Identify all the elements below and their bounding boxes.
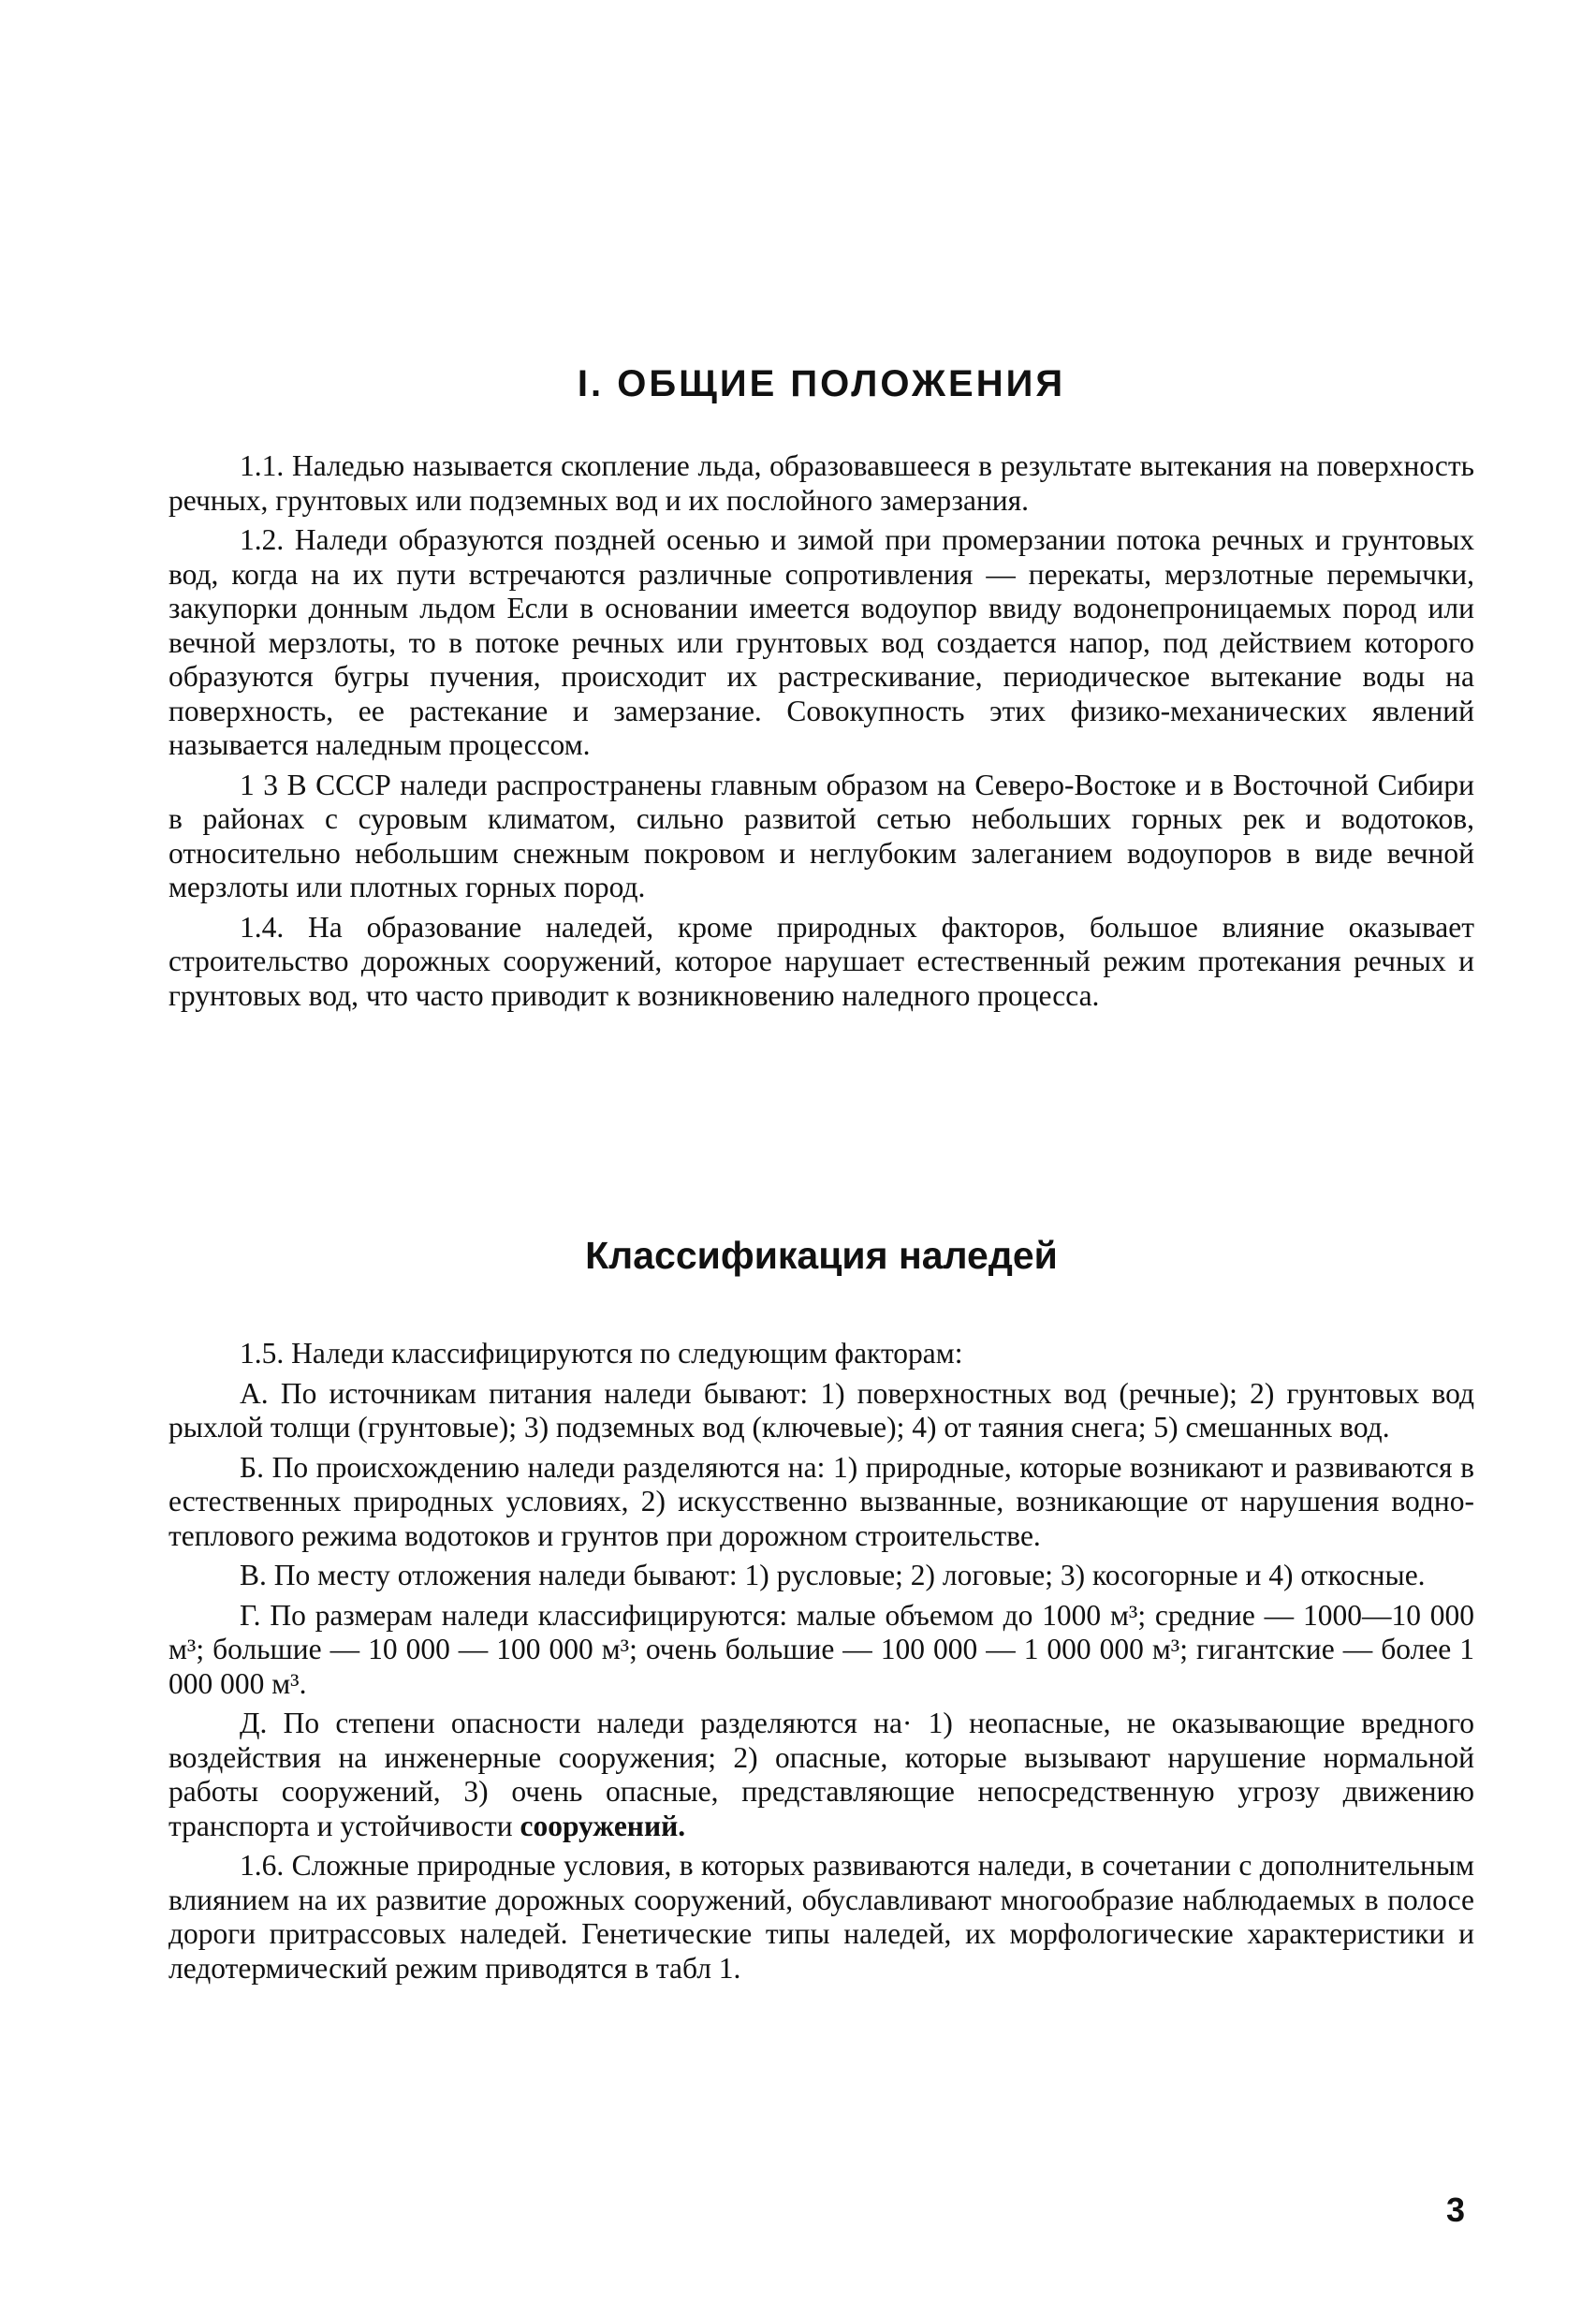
paragraph-b-origin: Б. По происхождению наледи разделяются на: 1) природные, которые возникают и развиваются в естественных природных условиях, 2) искусственно вызванные, возникающие от нарушения водно-теплового режима водотоков и грунтов при дорожном строительстве. (168, 1450, 1474, 1552)
section-title-classification: Классификация наледей (585, 1234, 1058, 1277)
paragraph-g-size: Г. По размерам наледи классифицируются: малые объемом до 1000 м³; средние — 1000—10 000 м³; большие — 10 000 — 100 000 м³; очень большие — 100 000 — 1 000 000 м³; гигантские — более 1 000 000 м³. (168, 1598, 1474, 1700)
document-page (168, 0, 1474, 2316)
section-classification-body (168, 1337, 1474, 1986)
paragraph-1-2: 1.2. Наледи образуются поздней осенью и зимой при промерзании потока речных и грунтовых вод, когда на их пути встречаются различные сопротивления — перекаты, мерзлотные перемычки, закупорки донным льдом Если в основании имеется водоупор ввиду водонепроницаемых пород или вечной мерзлоты, то в потоке речных или грунтовых вод создается напор, под действием которого образуются бугры пучения, происходит их растрескивание, периодическое вытекание воды на поверхность, ее растекание и замерзание. Совокупность этих физико-механических явлений называется наледным процессом. (168, 523, 1474, 761)
paragraph-v-location: В. По месту отложения наледи бывают: 1) русловые; 2) логовые; 3) косогорные и 4) откосные. (240, 1559, 1426, 1591)
paragraph-d-danger (168, 1707, 1474, 1843)
paragraph-1-5: 1.5. Наледи классифицируются по следующим факторам: (240, 1337, 963, 1370)
paragraph-1-3: 1 3 В СССР наледи распространены главным образом на Северо-Востоке и в Восточной Сибири в районах с суровым климатом, сильно развитой сетью небольших горных рек и водотоков, относительно небольшим снежным покровом и неглубоким залеганием водоупоров в виде вечной мерзлоты или плотных горных пород. (168, 768, 1474, 903)
paragraph-1-6: 1.6. Сложные природные условия, в которых развиваются наледи, в сочетании с дополнительным влиянием на их развитие дорожных сооружений, обуславливают многообразие наблюдаемых в полосе дороги притрассовых наледей. Генетические типы наледей, их морфологические характеристики и ледотермический режим приводятся в табл 1. (168, 1849, 1474, 1985)
page-number: 3 (1445, 2191, 1465, 2229)
section-title-general: I. ОБЩИЕ ПОЛОЖЕНИЯ (577, 363, 1066, 404)
paragraph-1-4: 1.4. На образование наледей, кроме природных факторов, большое влияние оказывает строительство дорожных сооружений, которое нарушает естественный режим протекания речных и грунтовых вод, что часто приводит к возникновению наледного процесса. (168, 910, 1474, 1012)
section-general-body (168, 449, 1474, 1013)
paragraph-d-text: Д. По степени опасности наледи разделяются на· 1) неопасные, не оказывающие вредного воздействия на инженерные сооружения; 2) опасные, которые вызывают нарушение нормальной работы сооружений, 3) очень опасные, представляющие непосредственную угрозу движению транспорта и устойчивости (168, 1707, 1474, 1842)
paragraph-d-bold-tail: сооружений. (520, 1809, 686, 1842)
paragraph-1-1: 1.1. Наледью называется скопление льда, образовавшееся в результате вытекания на поверхность речных, грунтовых или подземных вод и их послойного замерзания. (168, 449, 1474, 517)
paragraph-a-sources: А. По источникам питания наледи бывают: 1) поверхностных вод (речные); 2) грунтовых вод рыхлой толщи (грунтовые); 3) подземных вод (ключевые); 4) от таяния снега; 5) смешанных вод. (168, 1376, 1474, 1444)
